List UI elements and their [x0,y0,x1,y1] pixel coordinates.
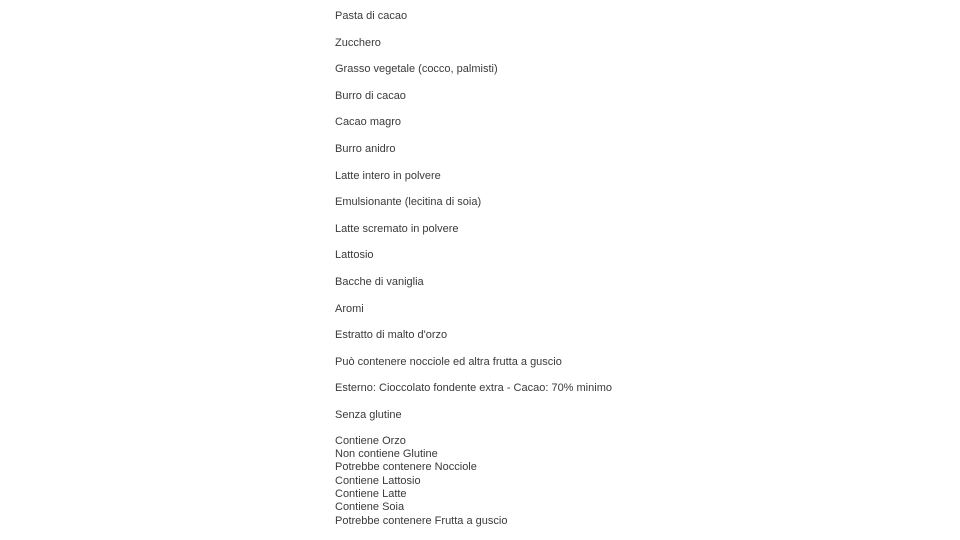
ingredient-item: Emulsionante (lecitina di soia) [335,196,482,209]
ingredient-item: Latte intero in polvere [335,169,441,182]
allergen-item: Potrebbe contenere Nocciole [335,461,477,474]
ingredient-item: Estratto di malto d'orzo [335,329,448,342]
ingredient-item: Grasso vegetale (cocco, palmisti) [335,63,498,76]
ingredient-item: Burro anidro [335,142,396,155]
ingredient-item: Pasta di cacao [335,10,408,22]
allergen-item: Non contiene Glutine [335,447,438,460]
ingredient-item: Può contenere nocciole ed altra frutta a guscio [335,355,562,368]
product-info [335,9,835,528]
ingredient-item: Lattosio [335,249,374,262]
allergen-item: Contiene Lattosio [335,474,421,487]
allergen-item: Contiene Latte [335,488,407,501]
allergen-item: Potrebbe contenere Frutta a guscio [335,514,508,527]
ingredient-list [335,9,835,435]
allergen-item: Contiene Orzo [335,434,406,447]
ingredient-item: Cacao magro [335,116,402,129]
ingredient-item: Aromi [335,302,364,315]
allergen-list [335,435,835,529]
ingredient-item: Esterno: Cioccolato fondente extra - Cacao: 70% minimo [335,382,612,395]
allergen-item: Contiene Soia [335,501,405,514]
ingredient-item: Senza glutine [335,408,402,421]
ingredient-item: Bacche di vaniglia [335,275,424,288]
ingredient-item: Latte scremato in polvere [335,222,459,235]
ingredient-item: Zucchero [335,36,381,49]
ingredient-item: Burro di cacao [335,89,406,102]
